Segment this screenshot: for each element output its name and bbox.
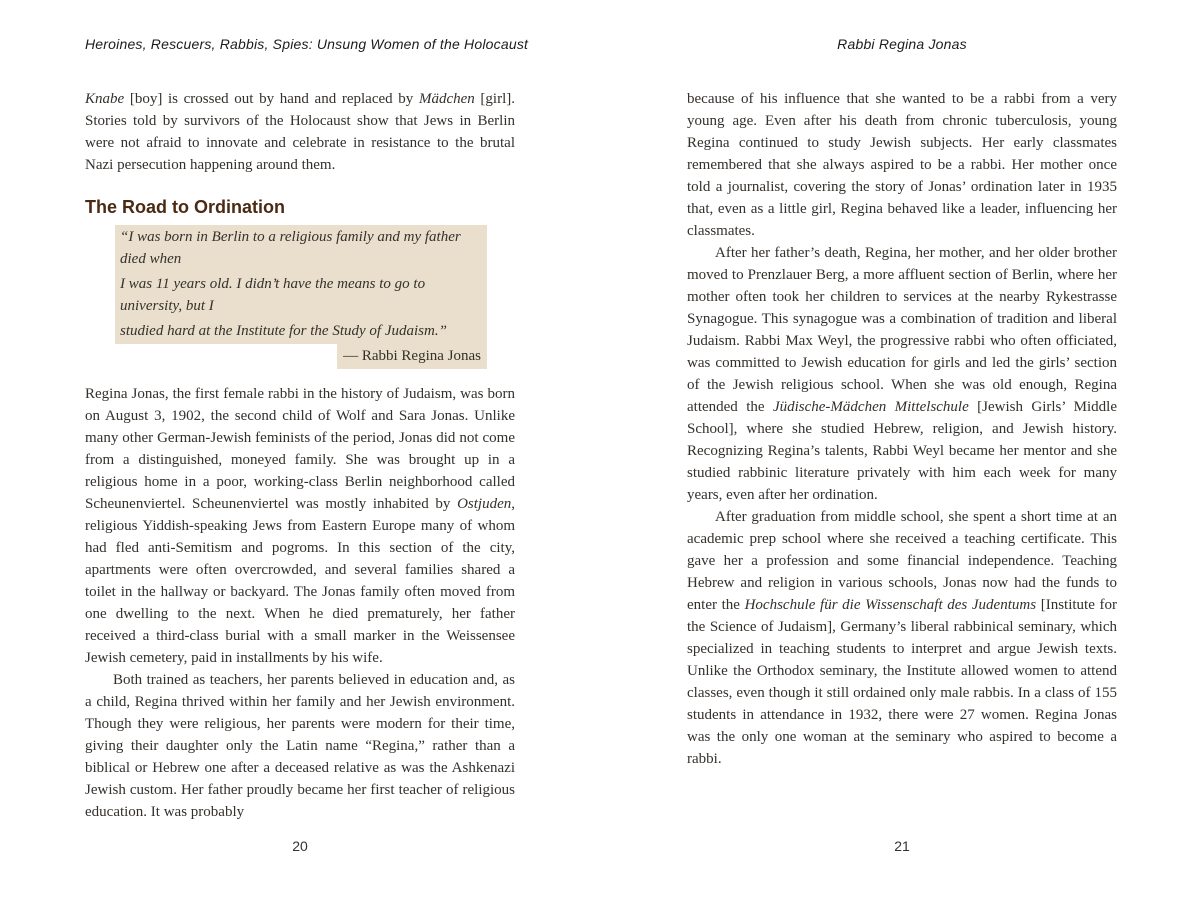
italic-text: Ostjuden <box>457 496 512 512</box>
page-right <box>687 0 1117 900</box>
body-paragraph <box>85 88 515 176</box>
italic-text: Mädchen <box>418 91 475 107</box>
body-text: After her father’s death, Regina, her mother, and her older brother moved to Prenzlauer Berg, a more affluent section of Berlin, where her mother often took her children to services at the nearby Rykestrasse Synagogue. This synagogue was a combination of tradition and liberal Judaism. Rabbi Max Weyl, the progressive rabbi who often officiated, was committed to Jewish education for girls and led the girls’ section of the Jewish religious school. When she was old enough, Regina attended the <box>687 245 1117 415</box>
quote-line-text: studied hard at the Institute for the Study of Judaism.” <box>115 319 487 344</box>
page-left <box>85 0 529 900</box>
quote-line <box>115 319 487 344</box>
body-text: because of his influence that she wanted to be a rabbi from a very young age. Even after his death from chronic tuberculosis, young Regina continued to study Jewish subjects. Her early classmates remembered that she always aspired to be a rabbi. Her mother once told a journalist, covering the story of Jonas’ ordination later in 1935 that, even as a little girl, Regina behaved like a leader, influencing her classmates. <box>687 91 1117 239</box>
page-number-right: 21 <box>894 838 910 854</box>
body-paragraph <box>85 383 515 669</box>
pull-quote <box>115 225 487 369</box>
quote-line-text: “I was born in Berlin to a religious family and my father died when <box>115 225 487 272</box>
body-text: Both trained as teachers, her parents believed in education and, as a child, Regina thrived within her family and her Jewish environment. Though they were religious, her parents were modern for their time, giving their daughter only the Latin name “Regina,” rather than a biblical or Hebrew one after a deceased relative as was the Ashkenazi Jewish custom. Her father proudly became her first teacher of religious education. It was probably <box>85 672 515 820</box>
body-paragraph <box>687 242 1117 506</box>
quote-attribution <box>115 344 487 369</box>
page-body-right <box>687 88 1117 770</box>
running-header-chapter-title: Rabbi Regina Jonas <box>837 36 967 52</box>
quote-attribution-text: — Rabbi Regina Jonas <box>337 344 487 369</box>
italic-text: Knabe <box>85 91 125 107</box>
section-heading: The Road to Ordination <box>85 197 285 217</box>
body-text: [girl]. Stories told by survivors of the Holocaust show that Jews in Berlin were not afraid to innovate and celebrate in resistance to the brutal Nazi persecution happening around them. <box>85 91 515 173</box>
page-number-left: 20 <box>292 838 308 854</box>
body-text: [boy] is crossed out by hand and replaced by <box>124 91 419 107</box>
body-text: After graduation from middle school, she spent a short time at an academic prep school where she received a teaching certificate. This gave her a profession and some financial independence. Teaching Hebrew and religion in various schools, Jonas now had the funds to enter the <box>687 509 1117 613</box>
quote-line <box>115 225 487 272</box>
body-paragraph <box>687 506 1117 770</box>
page-body-left <box>85 88 515 823</box>
italic-text: Jüdische-Mädchen Mittelschule <box>772 399 969 415</box>
body-text: [Jewish Girls’ Middle School], where she studied Hebrew, religion, and Jewish history. Recognizing Regina’s talents, Rabbi Weyl became her mentor and she studied rabbinic literature privately with him each week for many years, even after her ordination. <box>687 399 1117 503</box>
body-text: Regina Jonas, the first female rabbi in the history of Judaism, was born on August 3, 1902, the second child of Wolf and Sara Jonas. Unlike many other German-Jewish feminists of the period, Jonas did not come from a distinguished, moneyed family. She was brought up in a religious home in a poor, working-class Berlin neighborhood called Scheunenviertel. Scheunenviertel was mostly inhabited by <box>85 386 515 512</box>
body-paragraph <box>85 669 515 823</box>
quote-line-text: I was 11 years old. I didn’t have the means to go to university, but I <box>115 272 487 319</box>
body-paragraph <box>687 88 1117 242</box>
body-text: [Institute for the Science of Judaism], Germany’s liberal rabbinical seminary, which specialized in teaching students to interpret and argue Jewish texts. Unlike the Orthodox seminary, the Institute allowed women to attend classes, even though it still ordained only male rabbis. In a class of 155 students in attendance in 1932, there were 27 women. Regina Jonas was the only one woman at the seminary who aspired to become a rabbi. <box>687 597 1117 767</box>
running-header-book-title: Heroines, Rescuers, Rabbis, Spies: Unsung Women of the Holocaust <box>85 36 529 52</box>
body-text: , religious Yiddish-speaking Jews from Eastern Europe many of whom had fled anti-Semitism and pogroms. In this section of the city, apartments were often overcrowded, and several families shared a toilet in the hallway or backyard. The Jonas family often moved from one dwelling to the next. When he died prematurely, her father received a third-class burial with a small marker in the Weissensee Jewish cemetery, paid in installments by his wife. <box>85 496 515 666</box>
quote-line <box>115 272 487 319</box>
italic-text: Hochschule für die Wissenschaft des Judentums <box>744 597 1037 613</box>
